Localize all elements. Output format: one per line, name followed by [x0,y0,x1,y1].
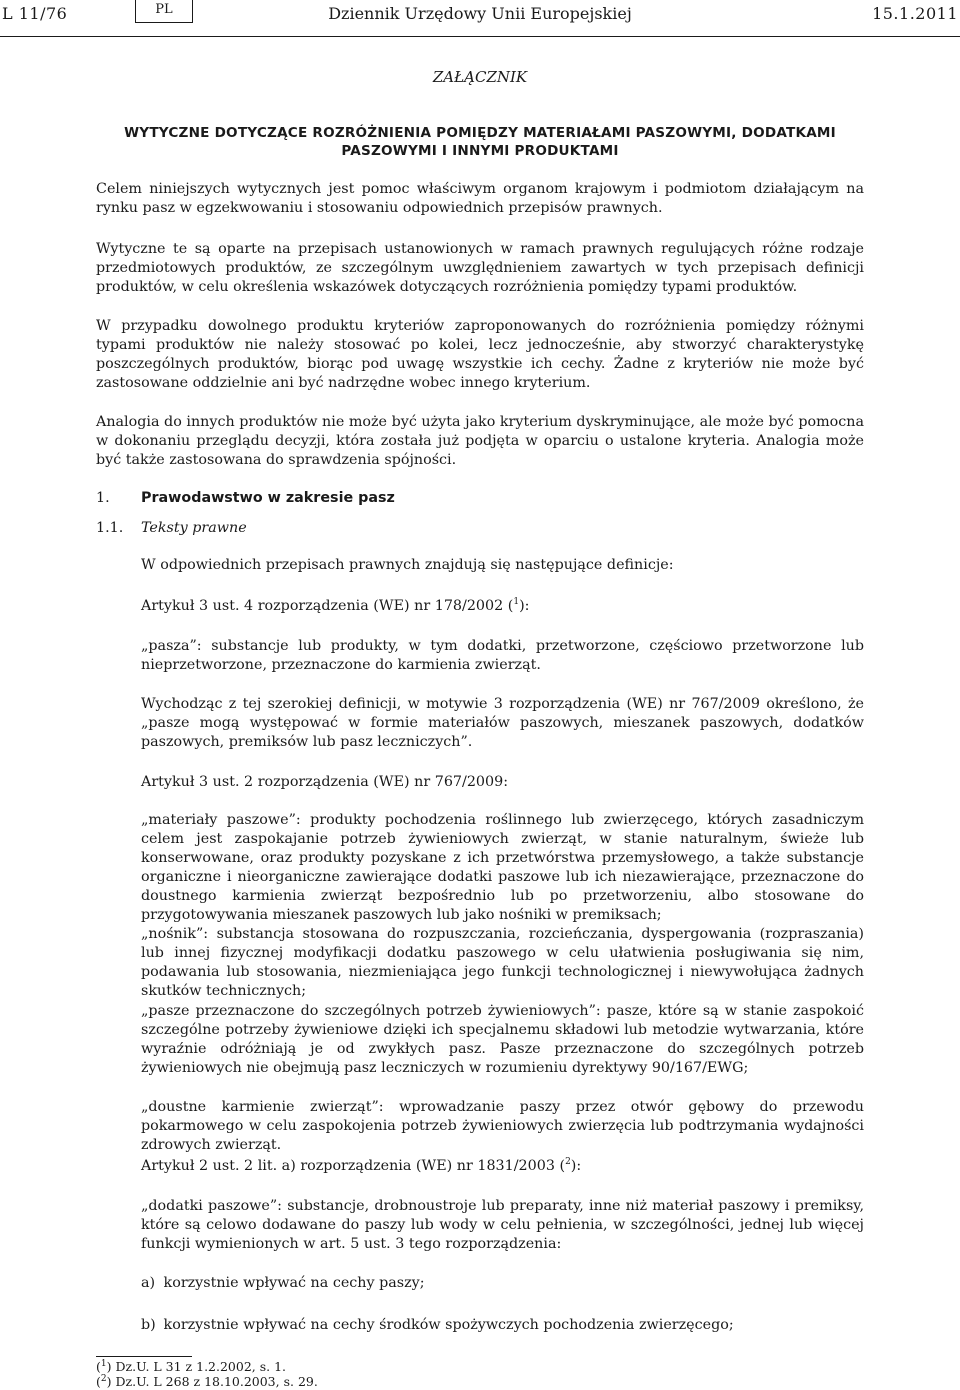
section-1-1-number: 1.1. [96,520,124,536]
footnote-ref-1[interactable]: 1 [513,597,520,608]
definition-pasze-specjalne: „pasze przeznaczone do szczególnych potrzeb żywieniowych”: pasze, które są w stanie zaspokoić szczególne potrzeby żywieniowe dzięki ich specjalnemu składowi lub metodzie wytwarzania, które wyraźnie odróżniają je od zwykłych pasz. Pasze przeznaczone do szczególnych potrzeb żywieniowych nie obejmują pasz leczniczych w rozumieniu dyrektywy 90/167/EWG; [141,1003,864,1076]
header-divider [0,36,960,37]
footnote-divider [96,1356,192,1357]
publication-date: 15.1.2011 [872,4,958,23]
list-item-a: a) korzystnie wpływać na cechy paszy; [141,1275,425,1291]
intro-paragraph-4: Analogia do innych produktów nie może być użyta jako kryterium dyskryminujące, ale może być pomocna w dokonaniu przeglądu decyzji, która została już podjęta w oparciu o ustalone kryteria. Analogia może być także zastosowana do sprawdzenia spójności. [96,414,864,468]
footnote-ref-2[interactable]: 2 [565,1157,571,1168]
footnote-2: ($^2$) Dz.U. L 268 z 18.10.2003, s. 29. [96,1373,318,1389]
language-badge: PL [135,0,193,23]
document-title-line-1: WYTYCZNE DOTYCZĄCE ROZRÓŻNIENIA POMIĘDZY MATERIAŁAMI PASZOWYMI, DODATKAMI [124,125,836,141]
definition-nosnik: „nośnik”: substancja stosowana do rozpuszczania, rozcieńczania, dyspergowania (rozpraszania) lub innej fizycznej modyfikacji dodatku paszowego w celu ułatwienia posługiwania się nim, podawania lub stosowania, niezmieniająca jego funkcji technologicznej i niewywołująca żadnych skutków technicznych; [141,926,864,999]
section-1-heading: Prawodawstwo w zakresie pasz [141,490,395,506]
reference-regulation-1831-2003: Artykuł 2 ust. 2 lit. a) rozporządzenia (WE) nr 1831/2003 ($^2$): [141,1157,582,1174]
definition-dodatki-paszowe: „dodatki paszowe”: substancje, drobnoustroje lub preparaty, inne niż materiał paszowy i premiksy, które są celowo dodawane do paszy lub wody w celu pełnienia, w szczególności, jednej lub więcej funkcji wymienionych w art. 5 ust. 3 tego rozporządzenia: [141,1198,864,1252]
footnote-1: ($^1$) Dz.U. L 31 z 1.2.2002, s. 1. [96,1358,287,1374]
definition-materialy-paszowe: „materiały paszowe”: produkty pochodzenia roślinnego lub zwierzęcego, których zasadniczym celem jest zaspokajanie potrzeb żywieniowych zwierząt, w stanie naturalnym, świeże lub konserwowane, oraz produkty pozyskane z ich przetwórstwa przemysłowego, a także substancje organiczne i nieorganiczne zawierające dodatki paszowe lub ich niezawierające, przeznaczone do doustnego karmienia zwierząt bezpośrednio lub po przetworzeniu, albo stosowane do przygotowywania mieszanek paszowych lub jako nośniki w premiksach; [141,812,864,923]
page-reference: L 11/76 [2,4,68,23]
definition-pasza: „pasza”: substancje lub produkty, w tym dodatki, przetworzone, częściowo przetworzone lub nieprzetworzone, przeznaczone do karmienia zwierząt. [141,638,864,673]
intro-paragraph-3: W przypadku dowolnego produktu kryteriów zaproponowanych do rozróżnienia pomiędzy różnymi typami produktów nie należy stosować po kolei, lecz jednocześnie, aby stworzyć charakterystykę poszczególnych produktów, biorąc pod uwagę wszystkie ich cechy. Żadne z kryteriów nie może być zastosowane oddzielnie ani być nadrzędne wobec innego kryterium. [96,318,864,391]
motive-paragraph: Wychodząc z tej szerokiej definicji, w motywie 3 rozporządzenia (WE) nr 767/2009 określono, że „pasze mogą występować w formie materiałów paszowych, mieszanek paszowych, dodatków paszowych, premiksów lub pasz leczniczych”. [141,696,864,750]
annex-label: ZAŁĄCZNIK [432,68,528,86]
intro-paragraph-1: Celem niniejszych wytycznych jest pomoc właściwym organom krajowym i podmiotom działającym na rynku pasz w egzekwowaniu i stosowaniu odpowiednich przepisów prawnych. [96,181,864,216]
document-title-line-2: PASZOWYMI I INNYMI PRODUKTAMI [341,143,619,159]
list-item-b: b) korzystnie wpływać na cechy środków spożywczych pochodzenia zwierzęcego; [141,1317,734,1333]
document-title [96,124,864,160]
lead-sentence: W odpowiednich przepisach prawnych znajdują się następujące definicje: [141,557,674,573]
section-1-number: 1. [96,490,110,506]
journal-title: Dziennik Urzędowy Unii Europejskiej [328,4,632,23]
definition-doustne-karmienie: „doustne karmienie zwierząt”: wprowadzanie paszy przez otwór gębowy do przewodu pokarmowego w celu zaspokojenia potrzeb żywieniowych zwierzęcia lub podtrzymania wydajności zdrowych zwierząt. [141,1099,864,1153]
reference-regulation-178-2002: Artykuł 3 ust. 4 rozporządzenia (WE) nr 178/2002 ($^1$): [141,597,530,614]
intro-paragraph-2: Wytyczne te są oparte na przepisach ustanowionych w ramach prawnych regulujących różne rodzaje przedmiotowych produktów, ze szczególnym uwzględnieniem zawartych w tych przepisach definicji produktów, w celu określenia wskazówek dotyczących rozróżnienia pomiędzy typami produktów. [96,241,864,295]
section-1-1-heading: Teksty prawne [141,520,247,536]
reference-regulation-767-2009: Artykuł 3 ust. 2 rozporządzenia (WE) nr 767/2009: [141,774,509,790]
